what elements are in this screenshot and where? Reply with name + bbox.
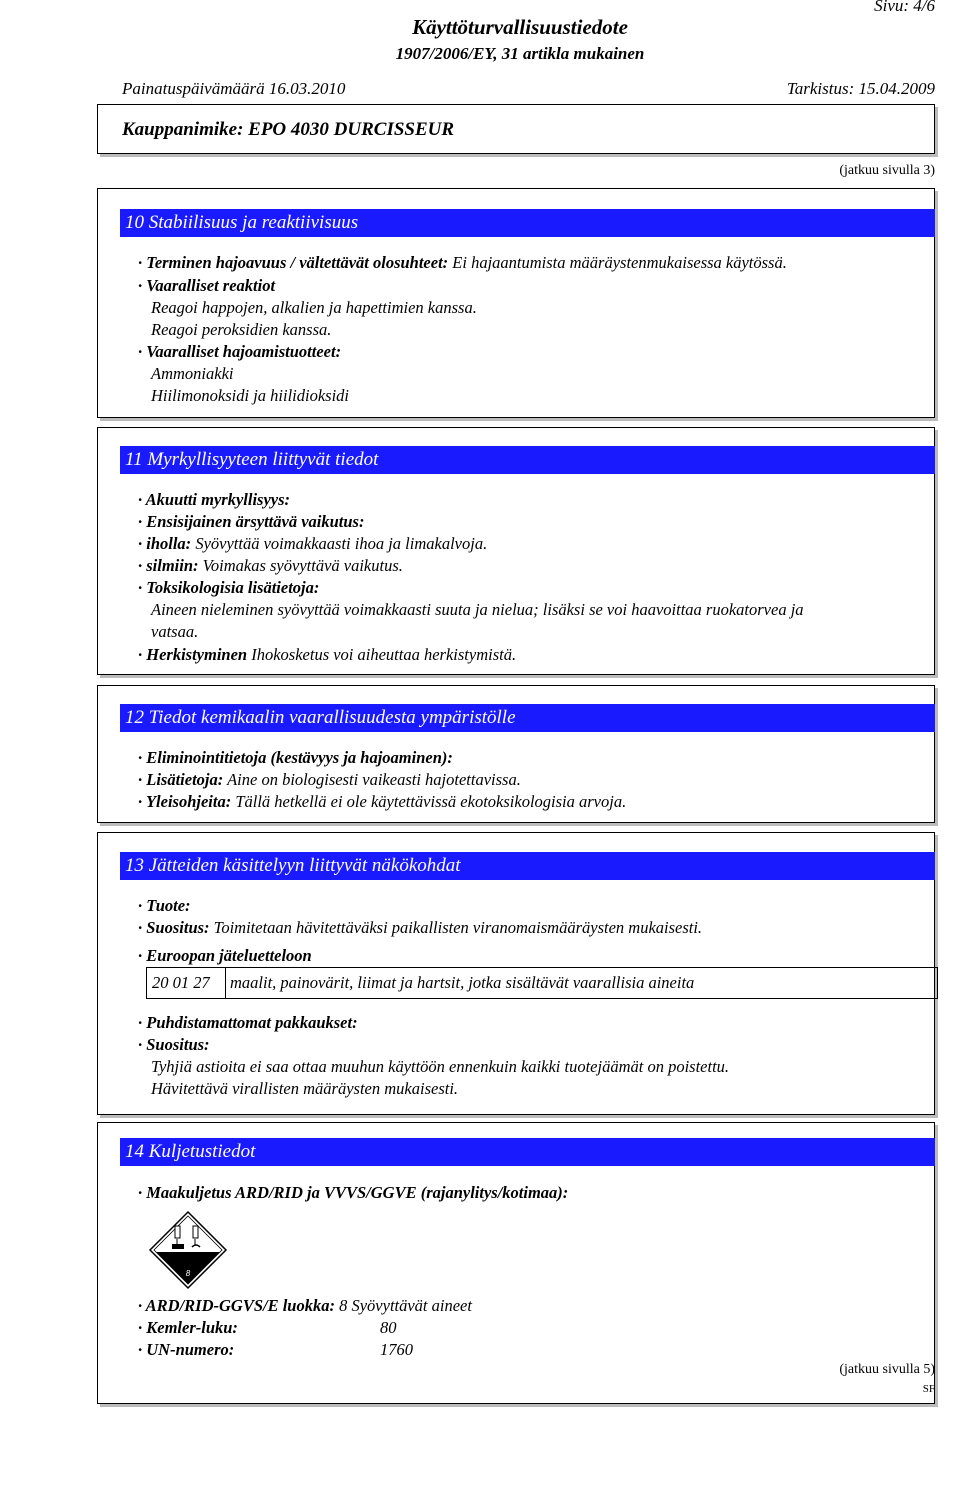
land-transport-label: · Maakuljetus ARD/RID ja VVVS/GGVE (rajanylitys/kotimaa):	[138, 1183, 569, 1202]
sensitisation: · Herkistyminen Ihokosketus voi aiheuttaa herkistymistä.	[138, 645, 517, 664]
additional-info: · Lisätietoja: Aine on biologisesti vaikeasti hajotettavissa.	[138, 770, 521, 789]
kemler-label: · Kemler-luku:	[138, 1318, 238, 1337]
tox-info-1: Aineen nieleminen syövyttää voimakkaasti suuta ja nielua; lisäksi se voi haavoittaa ruokatorvea ja	[151, 600, 804, 619]
transport-class: · ARD/RID-GGVS/E luokka: 8 Syövyttävät aineet	[138, 1296, 472, 1315]
corrosive-class-number: 8	[185, 1269, 191, 1278]
language-code: SF	[922, 1383, 935, 1395]
thermal-decomposition	[138, 253, 787, 273]
tox-info-2: vatsaa.	[151, 622, 199, 641]
elimination-info: · Eliminointitietoja (kestävyys ja hajoaminen):	[138, 748, 453, 767]
decomposition-products-label: · Vaaralliset hajoamistuotteet:	[138, 342, 342, 361]
dangerous-reactions-label: · Vaaralliset reaktiot	[138, 276, 276, 295]
tox-info-label: · Toksikologisia lisätietoja:	[138, 578, 320, 597]
packaging-recommendation-label: · Suositus:	[138, 1035, 210, 1054]
corrosive-icon	[148, 1210, 228, 1290]
trade-name: Kauppanimike: EPO 4030 DURCISSEUR	[122, 119, 455, 140]
dangerous-reactions-2: Reagoi peroksidien kanssa.	[151, 320, 332, 339]
decomposition-product-2: Hiilimonoksidi ja hiilidioksidi	[151, 386, 349, 405]
thermal-text: Ei hajaantumista määräystenmukaisessa käytössä.	[448, 253, 787, 272]
dangerous-reactions-1: Reagoi happojen, alkalien ja hapettimien kanssa.	[151, 298, 477, 317]
thermal-label: · Terminen hajoavuus / vältettävät olosuhteet:	[138, 253, 449, 272]
acute-toxicity: · Akuutti myrkyllisyys:	[138, 490, 291, 509]
document-title: Käyttöturvallisuustiedote	[412, 15, 628, 39]
un-number-value: 1760	[380, 1340, 413, 1359]
document-subtitle: 1907/2006/EY, 31 artikla mukainen	[395, 44, 645, 63]
ewc-description: maalit, painovärit, liimat ja hartsit, jotka sisältävät vaarallisia aineita	[230, 973, 695, 992]
section-14-heading: 14 Kuljetustiedot	[120, 1138, 935, 1166]
general-notes: · Yleisohjeita: Tällä hetkellä ei ole käytettävissä ekotoksikologisia arvoja.	[138, 792, 627, 811]
ewc-code: 20 01 27	[152, 973, 210, 992]
page-number: Sivu: 4/6	[874, 0, 935, 15]
print-date: Painatuspäivämäärä 16.03.2010	[122, 79, 346, 98]
section-12-heading: 12 Tiedot kemikaalin vaarallisuudesta ympäristölle	[120, 704, 935, 732]
continued-to-note: (jatkuu sivulla 5)	[839, 1362, 935, 1377]
packaging-recommendation-2: Hävitettävä virallisten määräysten mukaisesti.	[151, 1079, 459, 1098]
revision-date: Tarkistus: 15.04.2009	[786, 79, 935, 98]
continued-from-note: (jatkuu sivulla 3)	[839, 163, 935, 178]
primary-irritant: · Ensisijainen ärsyttävä vaikutus:	[138, 512, 365, 531]
product-label: · Tuote:	[138, 896, 191, 915]
ewc-table	[146, 967, 938, 999]
kemler-value: 80	[380, 1318, 397, 1337]
section-10-heading: 10 Stabiilisuus ja reaktiivisuus	[120, 209, 935, 237]
section-13-heading: 13 Jätteiden käsittelyyn liittyvät näkökohdat	[120, 852, 935, 880]
un-number-label: · UN-numero:	[138, 1340, 235, 1359]
recommendation: · Suositus: Toimitetaan hävitettäväksi paikallisten viranomaismääräysten mukaisesti.	[138, 918, 703, 937]
eye-effect: · silmiin: Voimakas syövyttävä vaikutus.	[138, 556, 403, 575]
packaging-recommendation-1: Tyhjiä astioita ei saa ottaa muuhun käyttöön ennenkuin kaikki tuotejäämät on poistettu.	[151, 1057, 730, 1076]
ewc-separator	[225, 968, 226, 998]
decomposition-product-1: Ammoniakki	[151, 364, 234, 383]
section-11-heading: 11 Myrkyllisyyteen liittyvät tiedot	[120, 446, 935, 474]
skin-effect: · iholla: Syövyttää voimakkaasti ihoa ja limakalvoja.	[138, 534, 488, 553]
uncleaned-packaging: · Puhdistamattomat pakkaukset:	[138, 1013, 358, 1032]
ewc-label: · Euroopan jäteluetteloon	[138, 946, 312, 965]
